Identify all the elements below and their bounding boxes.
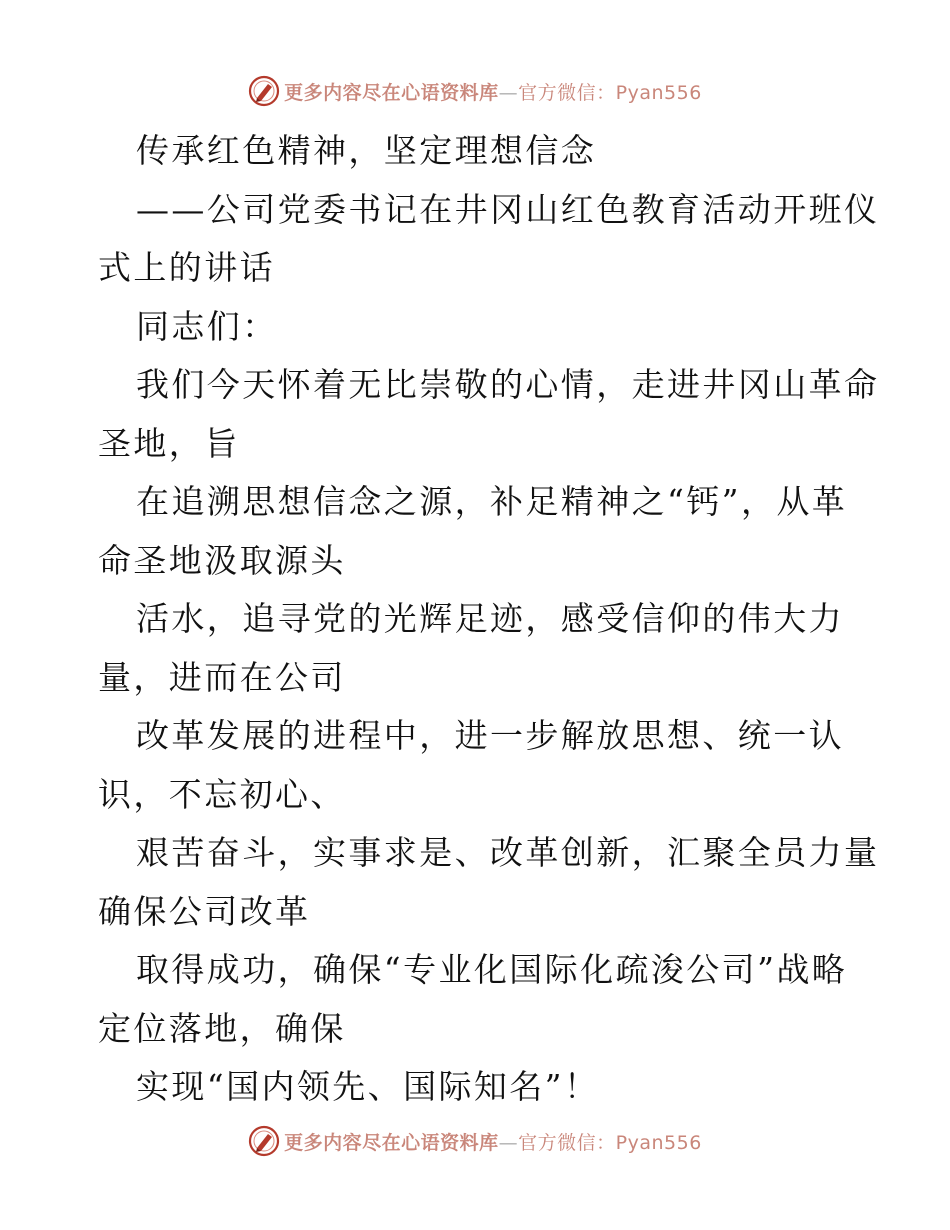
watermark-text <box>284 1128 702 1155</box>
text-line: 定位落地，确保 <box>98 1008 346 1048</box>
document-body <box>98 122 880 1117</box>
text-line: 传承红色精神，坚定理想信念 <box>136 131 597 170</box>
text-line: 式上的讲话 <box>98 248 275 287</box>
text-line: ——公司党委书记在井冈山红色教育活动开班仪 <box>136 189 880 229</box>
watermark-dash: — <box>498 1131 519 1154</box>
text-line: 艰苦奋斗，实事求是、改革创新，汇聚全员力量 <box>136 833 880 872</box>
text-line: 量，进而在公司 <box>98 657 346 697</box>
watermark-main: 更多内容尽在心语资料库 <box>284 1131 499 1154</box>
text-line: 识，不忘初心、 <box>98 774 346 814</box>
text-line: 同志们： <box>136 306 278 346</box>
watermark-text <box>284 78 702 105</box>
text-line: 我们今天怀着无比崇敬的心情，走进井冈山革命 <box>136 365 880 404</box>
text-line: 改革发展的进程中，进一步解放思想、统一认 <box>136 716 844 755</box>
pen-logo-icon <box>248 75 280 107</box>
text-line: 确保公司改革 <box>98 891 311 931</box>
text-line: 实现“国内领先、国际知名”！ <box>136 1067 600 1106</box>
header-watermark <box>0 74 950 108</box>
pen-logo-icon <box>248 1125 280 1157</box>
footer-watermark <box>0 1124 950 1158</box>
watermark-sub: 官方微信：Pyan556 <box>518 81 702 104</box>
watermark-main: 更多内容尽在心语资料库 <box>284 81 499 104</box>
text-line: 命圣地汲取源头 <box>98 540 346 580</box>
text-line: 圣地，旨 <box>98 423 240 463</box>
text-line: 活水，追寻党的光辉足迹，感受信仰的伟大力 <box>136 599 844 638</box>
watermark-dash: — <box>498 81 519 104</box>
watermark-sub: 官方微信：Pyan556 <box>518 1131 702 1154</box>
text-line: 在追溯思想信念之源，补足精神之“钙”，从革 <box>136 482 848 521</box>
text-line: 取得成功，确保“专业化国际化疏浚公司”战略 <box>136 950 848 989</box>
